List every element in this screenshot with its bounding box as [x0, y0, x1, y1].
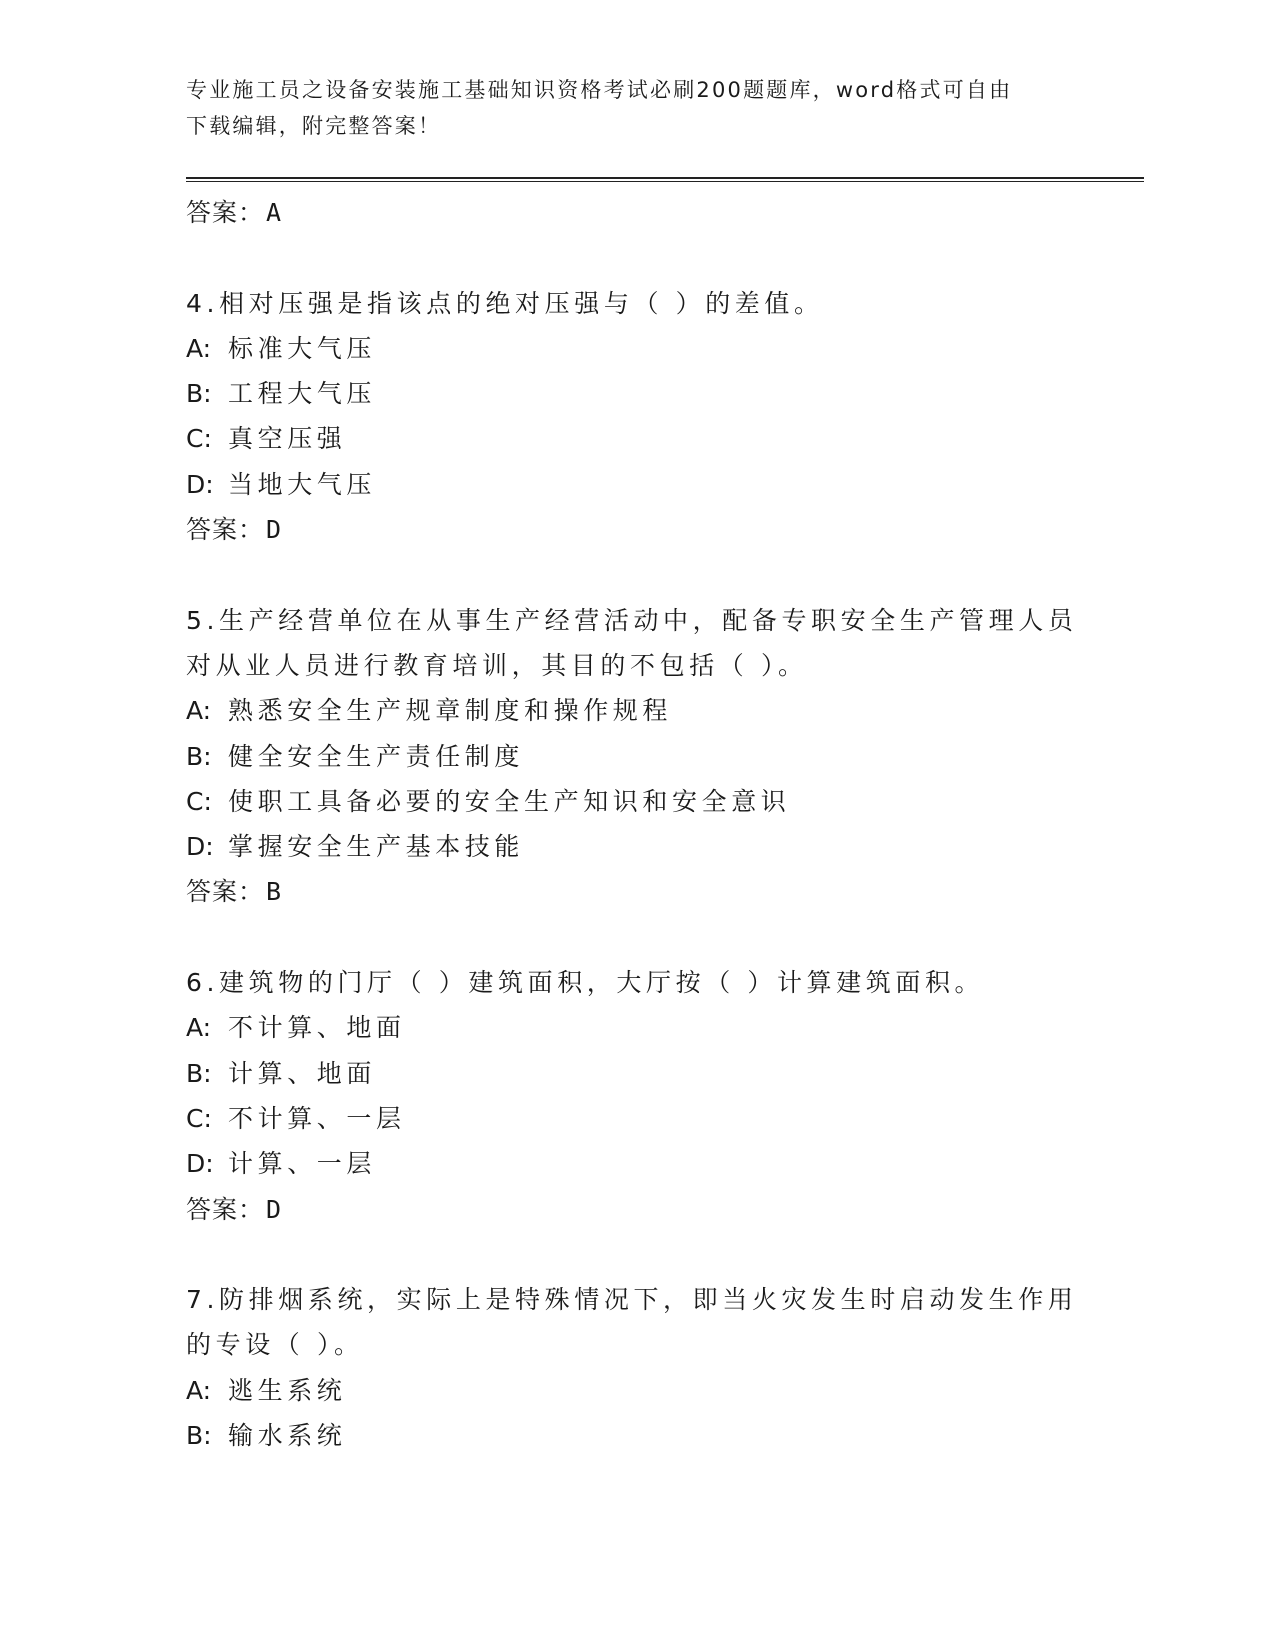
option-text: 使职工具备必要的安全生产知识和安全意识: [228, 786, 791, 816]
option-line: [186, 326, 1086, 371]
option-label: A:: [186, 696, 212, 726]
answer-line: [186, 190, 1086, 235]
option-text: 输水系统: [228, 1421, 347, 1451]
option-text: 工程大气压: [228, 379, 377, 409]
header-divider-thin: [186, 181, 1144, 182]
document-header: [186, 72, 1066, 144]
option-line: [186, 1051, 1086, 1096]
answer-label: 答案：: [186, 198, 265, 227]
option-text: 标准大气压: [228, 333, 377, 363]
option-line: [186, 371, 1086, 416]
answer-value: B: [266, 877, 283, 907]
option-label: A:: [186, 1375, 212, 1405]
option-line: [186, 779, 1086, 824]
option-line: [186, 1005, 1086, 1050]
option-label: A:: [186, 1013, 212, 1043]
option-label: B:: [186, 741, 212, 771]
option-label: B:: [186, 1421, 212, 1451]
option-line: [186, 688, 1086, 733]
answer-label: 答案：: [186, 1194, 265, 1224]
option-line: [186, 1096, 1086, 1141]
header-line-1: 专业施工员之设备安装施工基础知识资格考试必刷200题题库，word格式可自由: [186, 78, 1013, 102]
answer-line: [186, 1187, 1086, 1232]
option-line: [186, 824, 1086, 869]
option-label: C:: [186, 786, 212, 816]
question-stem-line: 5.生产经营单位在从事生产经营活动中，配备专职安全生产管理人员: [186, 605, 1078, 635]
answer-value: D: [266, 1194, 283, 1224]
option-label: D:: [186, 1149, 214, 1179]
question-block: [186, 960, 1086, 1232]
option-text: 真空压强: [228, 424, 347, 454]
option-text: 掌握安全生产基本技能: [228, 832, 525, 862]
question-list: [186, 190, 1086, 1458]
option-text: 熟悉安全生产规章制度和操作规程: [228, 696, 673, 726]
question-spacer: [186, 235, 1086, 280]
header-divider-thick: [186, 177, 1144, 179]
question-stem-line: 4.相对压强是指该点的绝对压强与（ ）的差值。: [186, 288, 824, 318]
option-label: D:: [186, 469, 214, 499]
questions-container: [186, 235, 1086, 1458]
option-label: C:: [186, 1103, 212, 1133]
option-text: 计算、一层: [228, 1149, 377, 1179]
option-text: 不计算、一层: [228, 1103, 406, 1133]
option-label: D:: [186, 832, 214, 862]
question-block: [186, 598, 1086, 915]
option-line: [186, 734, 1086, 779]
option-line: [186, 1413, 1086, 1458]
question-spacer: [186, 552, 1086, 597]
option-text: 逃生系统: [228, 1375, 347, 1405]
answer-value: D: [266, 515, 283, 545]
option-text: 计算、地面: [228, 1058, 377, 1088]
header-line-2: 下载编辑，附完整答案！: [186, 114, 442, 138]
answer-label: 答案：: [186, 877, 265, 907]
option-line: [186, 416, 1086, 461]
answer-line: [186, 507, 1086, 552]
option-label: B:: [186, 379, 212, 409]
question-block: [186, 1277, 1086, 1458]
option-line: [186, 1141, 1086, 1186]
question-spacer: [186, 1232, 1086, 1277]
option-text: 当地大气压: [228, 469, 377, 499]
answer-line: [186, 869, 1086, 914]
option-label: B:: [186, 1058, 212, 1088]
option-label: A:: [186, 333, 212, 363]
option-text: 不计算、地面: [228, 1013, 406, 1043]
question-stem-line: 6.建筑物的门厅（ ）建筑面积，大厅按（ ）计算建筑面积。: [186, 968, 985, 998]
answer-label: 答案：: [186, 515, 265, 545]
option-line: [186, 462, 1086, 507]
question-block: [186, 281, 1086, 553]
option-text: 健全安全生产责任制度: [228, 741, 525, 771]
question-spacer: [186, 915, 1086, 960]
question-stem-line: 7.防排烟系统，实际上是特殊情况下，即当火灾发生时启动发生作用: [186, 1285, 1078, 1315]
question-stem-line: 的专设（ ）。: [186, 1330, 364, 1360]
answer-value: A: [266, 198, 283, 227]
question-stem-line: 对从业人员进行教育培训，其目的不包括（ ）。: [186, 650, 808, 680]
option-label: C:: [186, 424, 212, 454]
option-line: [186, 1368, 1086, 1413]
